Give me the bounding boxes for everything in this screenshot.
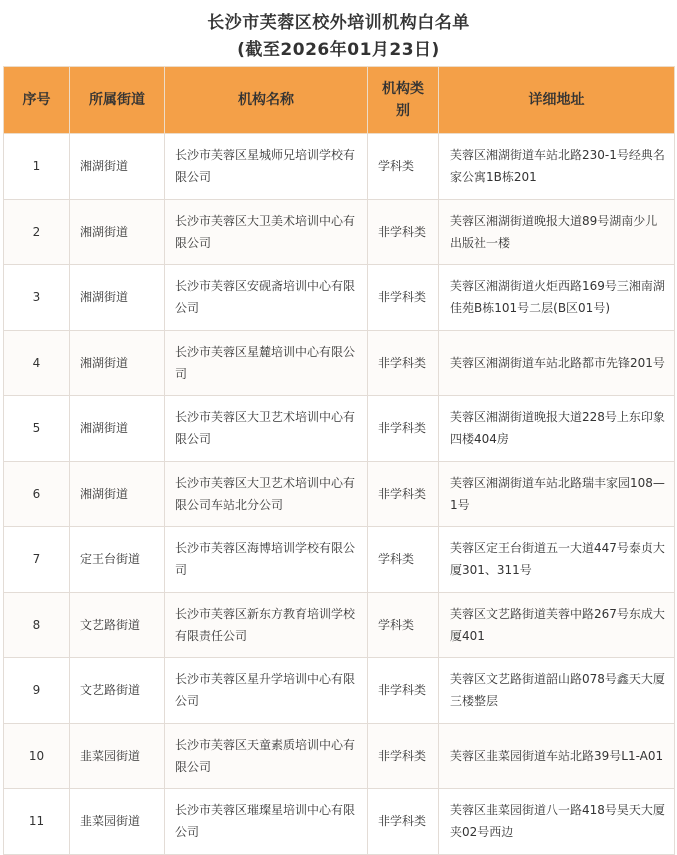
cell-street: 湘湖街道 xyxy=(70,134,165,200)
cell-street: 文艺路街道 xyxy=(70,592,165,658)
cell-index: 7 xyxy=(4,527,70,593)
cell-address: 芙蓉区湘湖街道晚报大道89号湖南少儿出版社一楼 xyxy=(439,199,675,265)
cell-category: 非学科类 xyxy=(368,330,439,396)
cell-street: 定王台街道 xyxy=(70,527,165,593)
cell-address: 芙蓉区文艺路街道韶山路078号鑫天大厦三楼整层 xyxy=(439,658,675,724)
cell-address: 芙蓉区湘湖街道晚报大道228号上东印象四楼404房 xyxy=(439,396,675,462)
cell-address: 芙蓉区韭菜园街道八一路418号昊天大厦夹02号西边 xyxy=(439,789,675,855)
cell-category: 非学科类 xyxy=(368,199,439,265)
cell-address: 芙蓉区湘湖街道火炬西路169号三湘南湖佳苑B栋101号二层(B区01号) xyxy=(439,265,675,331)
cell-index: 6 xyxy=(4,461,70,527)
cell-index: 5 xyxy=(4,396,70,462)
cell-institution-name: 长沙市芙蓉区大卫艺术培训中心有限公司车站北分公司 xyxy=(165,461,368,527)
cell-institution-name: 长沙市芙蓉区大卫艺术培训中心有限公司 xyxy=(165,396,368,462)
table-row xyxy=(4,330,675,396)
cell-institution-name: 长沙市芙蓉区星城师兄培训学校有限公司 xyxy=(165,134,368,200)
cell-institution-name: 长沙市芙蓉区新东方教育培训学校有限责任公司 xyxy=(165,592,368,658)
cell-address: 芙蓉区定王台街道五一大道447号泰贞大厦301、311号 xyxy=(439,527,675,593)
table-row xyxy=(4,658,675,724)
title-block xyxy=(0,0,677,66)
cell-institution-name: 长沙市芙蓉区大卫美术培训中心有限公司 xyxy=(165,199,368,265)
cell-index: 9 xyxy=(4,658,70,724)
table-row xyxy=(4,461,675,527)
header-category: 机构类别 xyxy=(368,67,439,134)
cell-institution-name: 长沙市芙蓉区安砚斋培训中心有限公司 xyxy=(165,265,368,331)
cell-address: 芙蓉区湘湖街道车站北路都市先锋201号 xyxy=(439,330,675,396)
cell-institution-name: 长沙市芙蓉区天童素质培训中心有限公司 xyxy=(165,723,368,789)
cell-category: 非学科类 xyxy=(368,461,439,527)
cell-category: 非学科类 xyxy=(368,265,439,331)
page-subtitle-date: (截至2026年01月23日) xyxy=(237,40,440,60)
table-row xyxy=(4,265,675,331)
table-body xyxy=(4,134,675,855)
cell-street: 韭菜园街道 xyxy=(70,723,165,789)
cell-institution-name: 长沙市芙蓉区星麓培训中心有限公司 xyxy=(165,330,368,396)
cell-institution-name: 长沙市芙蓉区海博培训学校有限公司 xyxy=(165,527,368,593)
cell-address: 芙蓉区韭菜园街道车站北路39号L1-A01 xyxy=(439,723,675,789)
cell-institution-name: 长沙市芙蓉区星升学培训中心有限公司 xyxy=(165,658,368,724)
cell-index: 2 xyxy=(4,199,70,265)
table-row xyxy=(4,396,675,462)
cell-category: 非学科类 xyxy=(368,789,439,855)
cell-street: 湘湖街道 xyxy=(70,396,165,462)
table-row xyxy=(4,592,675,658)
cell-index: 4 xyxy=(4,330,70,396)
cell-institution-name: 长沙市芙蓉区璀璨星培训中心有限公司 xyxy=(165,789,368,855)
table-row xyxy=(4,527,675,593)
cell-street: 文艺路街道 xyxy=(70,658,165,724)
cell-category: 非学科类 xyxy=(368,396,439,462)
header-name: 机构名称 xyxy=(165,67,368,134)
cell-street: 湘湖街道 xyxy=(70,461,165,527)
cell-street: 湘湖街道 xyxy=(70,199,165,265)
cell-address: 芙蓉区文艺路街道芙蓉中路267号东成大厦401 xyxy=(439,592,675,658)
cell-index: 11 xyxy=(4,789,70,855)
cell-index: 3 xyxy=(4,265,70,331)
cell-street: 湘湖街道 xyxy=(70,265,165,331)
cell-category: 学科类 xyxy=(368,527,439,593)
cell-category: 学科类 xyxy=(368,592,439,658)
table-header-row xyxy=(4,67,675,134)
header-street: 所属街道 xyxy=(70,67,165,134)
cell-category: 非学科类 xyxy=(368,723,439,789)
cell-index: 10 xyxy=(4,723,70,789)
cell-street: 韭菜园街道 xyxy=(70,789,165,855)
header-index: 序号 xyxy=(4,67,70,134)
cell-index: 1 xyxy=(4,134,70,200)
cell-street: 湘湖街道 xyxy=(70,330,165,396)
cell-address: 芙蓉区湘湖街道车站北路瑞丰家园108—1号 xyxy=(439,461,675,527)
cell-category: 非学科类 xyxy=(368,658,439,724)
cell-index: 8 xyxy=(4,592,70,658)
page-title: 长沙市芙蓉区校外培训机构白名单 xyxy=(207,13,470,33)
table-row xyxy=(4,789,675,855)
table-row xyxy=(4,199,675,265)
table-row xyxy=(4,134,675,200)
cell-address: 芙蓉区湘湖街道车站北路230-1号经典名家公寓1B栋201 xyxy=(439,134,675,200)
whitelist-table xyxy=(3,66,675,855)
cell-category: 学科类 xyxy=(368,134,439,200)
table-row xyxy=(4,723,675,789)
header-address: 详细地址 xyxy=(439,67,675,134)
